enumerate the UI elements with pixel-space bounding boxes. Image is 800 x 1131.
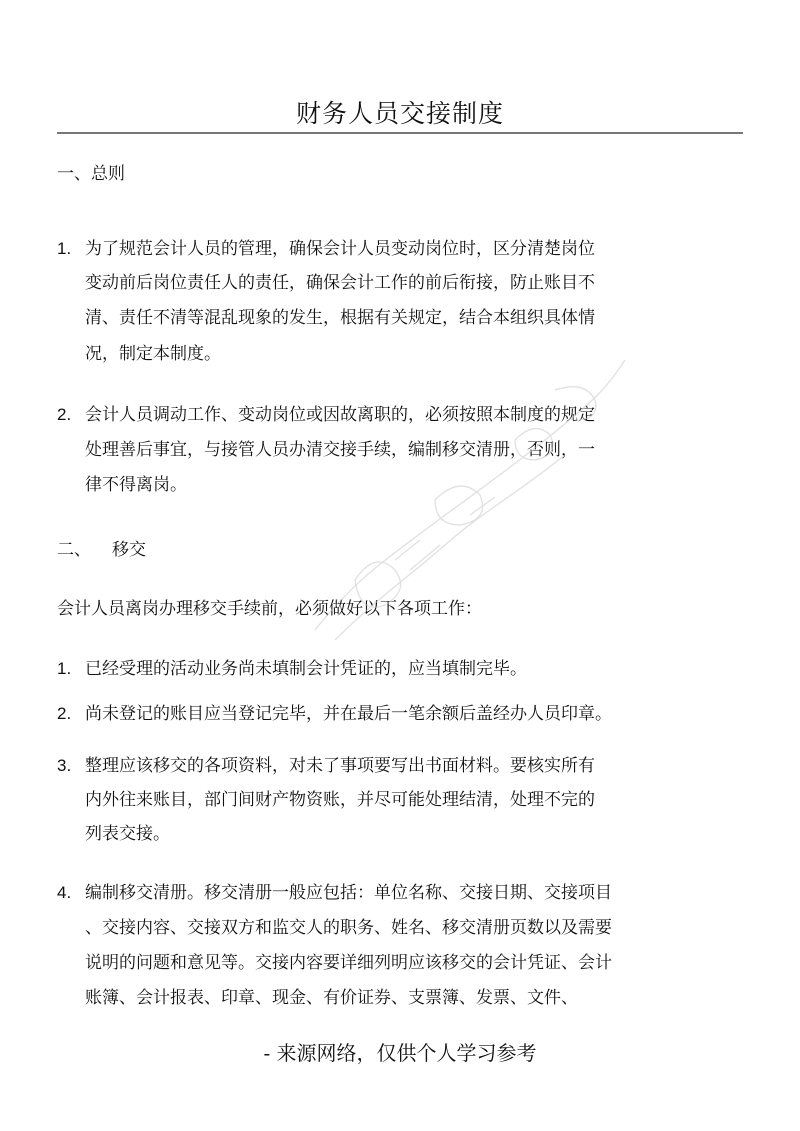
item-text-line: 变动前后岗位责任人的责任，确保会计工作的前后衔接，防止账目不 (85, 273, 595, 293)
item-text-line: 处理善后事宜，与接管人员办清交接手续，编制移交清册，否则，一 (85, 440, 595, 460)
item-number: 3. (57, 756, 72, 775)
section-heading-transfer: 移交 (112, 540, 146, 560)
section-heading-number: 二、 (57, 540, 91, 560)
item-text-line: 、交接内容、交接双方和监交人的职务、姓名、移交清册页数以及需要 (85, 918, 612, 938)
item-text-line: 账簿、会计报表、印章、现金、有价证券、支票簿、发票、文件、 (85, 988, 578, 1008)
intro-paragraph: 会计人员离岗办理移交手续前，必须做好以下各项工作： (57, 599, 482, 619)
item-text-line: 内外往来账目，部门间财产物资账，并尽可能处理结清，处理不完的 (85, 790, 595, 810)
item-text-line: 已经受理的活动业务尚未填制会计凭证的，应当填制完毕。 (85, 659, 527, 679)
item-text-line: 清、责任不清等混乱现象的发生，根据有关规定，结合本组织具体情 (85, 308, 595, 328)
document-title: 财务人员交接制度 (295, 99, 504, 128)
item-text-line: 会计人员调动工作、变动岗位或因故离职的，必须按照本制度的规定 (85, 405, 595, 425)
item-number: 2. (57, 704, 72, 723)
title-divider (57, 132, 743, 134)
item-text-line: 编制移交清册。移交清册一般应包括：单位名称、交接日期、交接项目 (85, 883, 612, 903)
item-text-line: 为了规范会计人员的管理，确保会计人员变动岗位时，区分清楚岗位 (85, 239, 595, 259)
item-number: 1. (57, 659, 72, 678)
item-number: 4. (57, 883, 72, 902)
item-number: 1. (57, 239, 72, 258)
section-heading-general: 一、总则 (57, 164, 125, 184)
item-text-line: 律不得离岗。 (85, 475, 187, 495)
item-text-line: 整理应该移交的各项资料，对未了事项要写出书面材料。要核实所有 (85, 756, 595, 776)
item-text-line: 列表交接。 (85, 824, 170, 844)
item-text-line: 尚未登记的账目应当登记完毕，并在最后一笔余额后盖经办人员印章。 (85, 704, 612, 724)
item-text-line: 说明的问题和意见等。交接内容要详细列明应该移交的会计凭证、会计 (85, 953, 612, 973)
footer-note: - 来源网络，仅供个人学习参考 (263, 1041, 537, 1065)
item-text-line: 况，制定本制度。 (85, 344, 221, 364)
item-number: 2. (57, 405, 72, 424)
